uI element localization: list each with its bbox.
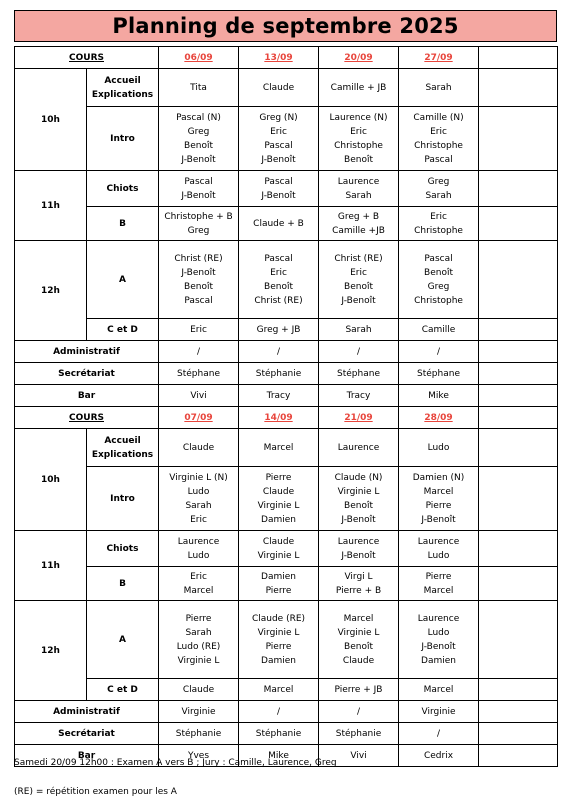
chiots-name: Pascal bbox=[184, 176, 213, 187]
a-name: Pierre bbox=[265, 641, 292, 652]
page-title: Planning de septembre 2025 bbox=[112, 14, 459, 38]
group-a-label: A bbox=[87, 241, 159, 319]
planning-table bbox=[14, 46, 558, 767]
chiots-name: Ludo bbox=[427, 550, 450, 561]
intro-cell bbox=[319, 467, 399, 531]
role-secretariat-label: Secrétariat bbox=[15, 363, 159, 385]
empty-header-cell bbox=[479, 47, 558, 69]
cetd-cell: Marcel bbox=[399, 679, 479, 701]
a-name: Claude (RE) bbox=[251, 613, 306, 624]
accueil-cell: Marcel bbox=[239, 429, 319, 467]
b-name: Greg + B bbox=[337, 211, 380, 222]
group-intro-label: Intro bbox=[87, 467, 159, 531]
accueil-cell: Claude bbox=[239, 69, 319, 107]
b-name: Marcel bbox=[423, 585, 454, 596]
b-cell bbox=[399, 207, 479, 241]
bar-cell: Mike bbox=[399, 385, 479, 407]
empty-cell bbox=[479, 467, 558, 531]
a-name: J-Benoît bbox=[341, 295, 376, 306]
chiots-name: Laurence bbox=[337, 176, 380, 187]
table-row bbox=[15, 429, 558, 467]
hour-11h: 11h bbox=[15, 171, 87, 241]
cetd-cell: Claude bbox=[159, 679, 239, 701]
chiots-cell bbox=[159, 531, 239, 567]
accueil-label-line: Accueil bbox=[104, 435, 141, 446]
secretariat-cell: Stéphane bbox=[399, 363, 479, 385]
table-row bbox=[15, 531, 558, 567]
intro-name: Christophe bbox=[334, 140, 383, 151]
intro-name: Laurence (N) bbox=[329, 112, 388, 123]
a-name: Ludo (RE) bbox=[176, 641, 221, 652]
a-name: Benoît bbox=[344, 641, 373, 652]
a-cell bbox=[239, 601, 319, 679]
intro-name: J-Benoît bbox=[181, 154, 216, 165]
role-bar-label: Bar bbox=[15, 385, 159, 407]
secretariat-cell: Stéphane bbox=[319, 363, 399, 385]
empty-cell bbox=[479, 69, 558, 107]
cetd-cell: Camille bbox=[399, 319, 479, 341]
intro-name: Eric bbox=[430, 126, 447, 137]
secretariat-cell: Stéphane bbox=[159, 363, 239, 385]
empty-cell bbox=[479, 745, 558, 767]
intro-name: Greg (N) bbox=[259, 112, 298, 123]
bar-cell: Cedrix bbox=[399, 745, 479, 767]
table-row bbox=[15, 47, 558, 69]
group-intro-label: Intro bbox=[87, 107, 159, 171]
role-administratif-label: Administratif bbox=[15, 701, 159, 723]
a-name: Damien bbox=[421, 655, 456, 666]
empty-cell bbox=[479, 429, 558, 467]
a-name: Pascal bbox=[264, 253, 293, 264]
table-row bbox=[15, 679, 558, 701]
intro-cell bbox=[159, 107, 239, 171]
a-name: Laurence bbox=[417, 613, 460, 624]
a-name: Christ (RE) bbox=[174, 253, 223, 264]
hour-12h: 12h bbox=[15, 241, 87, 341]
chiots-cell bbox=[399, 531, 479, 567]
intro-name: Marcel bbox=[423, 486, 454, 497]
a-name: Eric bbox=[270, 267, 287, 278]
empty-cell bbox=[479, 679, 558, 701]
chiots-name: Virginie L bbox=[257, 550, 300, 561]
chiots-name: Greg bbox=[427, 176, 450, 187]
accueil-label-line: Explications bbox=[91, 449, 154, 460]
footer-note-exam bbox=[14, 758, 337, 768]
intro-name: Eric bbox=[190, 514, 207, 525]
title-banner bbox=[14, 10, 557, 42]
intro-name: Camille (N) bbox=[413, 112, 464, 123]
table-row bbox=[15, 319, 558, 341]
chiots-name: J-Benoît bbox=[341, 550, 376, 561]
a-name: Ludo bbox=[427, 627, 450, 638]
intro-name: Claude (N) bbox=[334, 472, 383, 483]
table-row bbox=[15, 723, 558, 745]
intro-cell bbox=[399, 107, 479, 171]
intro-name: Virginie L bbox=[337, 486, 380, 497]
bar-cell: Tracy bbox=[319, 385, 399, 407]
secretariat-cell: Stéphanie bbox=[319, 723, 399, 745]
date-header: 13/09 bbox=[239, 47, 319, 69]
chiots-name: Laurence bbox=[177, 536, 220, 547]
cetd-cell: Marcel bbox=[239, 679, 319, 701]
group-accueil-label bbox=[87, 69, 159, 107]
empty-cell bbox=[479, 701, 558, 723]
empty-header-cell bbox=[479, 407, 558, 429]
b-name: Marcel bbox=[183, 585, 214, 596]
intro-name: J-Benoît bbox=[341, 514, 376, 525]
group-cetd-label: C et D bbox=[87, 319, 159, 341]
intro-cell bbox=[239, 107, 319, 171]
b-name: Eric bbox=[430, 211, 447, 222]
secretariat-cell: Stéphanie bbox=[239, 723, 319, 745]
hour-11h: 11h bbox=[15, 531, 87, 601]
intro-name: Pascal (N) bbox=[176, 112, 221, 123]
intro-name: Sarah bbox=[185, 500, 212, 511]
administratif-cell: / bbox=[319, 341, 399, 363]
chiots-name: J-Benoît bbox=[181, 190, 216, 201]
empty-cell bbox=[479, 601, 558, 679]
intro-name: Benoît bbox=[344, 154, 373, 165]
secretariat-cell: / bbox=[399, 723, 479, 745]
b-cell bbox=[239, 567, 319, 601]
administratif-cell: / bbox=[239, 701, 319, 723]
cetd-cell: Eric bbox=[159, 319, 239, 341]
secretariat-cell: Stéphanie bbox=[239, 363, 319, 385]
role-bar-label: Bar bbox=[15, 745, 159, 767]
intro-cell bbox=[159, 467, 239, 531]
a-name: Claude bbox=[342, 655, 375, 666]
intro-name: Christophe bbox=[414, 140, 463, 151]
hour-10h: 10h bbox=[15, 429, 87, 531]
cetd-cell: Greg + JB bbox=[239, 319, 319, 341]
date-header: 27/09 bbox=[399, 47, 479, 69]
bar-cell: Tracy bbox=[239, 385, 319, 407]
a-name: Christ (RE) bbox=[334, 253, 383, 264]
b-name: Christophe bbox=[414, 225, 463, 236]
b-name: Christophe + B bbox=[164, 211, 233, 222]
a-name: Virginie L bbox=[257, 627, 300, 638]
accueil-cell: Camille + JB bbox=[319, 69, 399, 107]
a-cell bbox=[319, 601, 399, 679]
chiots-cell bbox=[319, 531, 399, 567]
cetd-cell: Pierre + JB bbox=[319, 679, 399, 701]
footer-note-exam-label: Samedi 20/09 12h00 bbox=[14, 758, 109, 768]
empty-cell bbox=[479, 385, 558, 407]
group-chiots-label: Chiots bbox=[87, 531, 159, 567]
a-cell bbox=[399, 241, 479, 319]
table-row bbox=[15, 567, 558, 601]
table-row bbox=[15, 241, 558, 319]
role-secretariat-label: Secrétariat bbox=[15, 723, 159, 745]
a-name: Pierre bbox=[185, 613, 212, 624]
empty-cell bbox=[479, 171, 558, 207]
footer-note-exam-text: : Examen A vers B ; Jury : Camille, Laurence, Greg bbox=[108, 758, 337, 768]
a-cell bbox=[319, 241, 399, 319]
table-row bbox=[15, 407, 558, 429]
b-name: Pierre bbox=[425, 571, 452, 582]
date-header: 14/09 bbox=[239, 407, 319, 429]
administratif-cell: / bbox=[159, 341, 239, 363]
b-cell bbox=[319, 207, 399, 241]
empty-cell bbox=[479, 241, 558, 319]
empty-cell bbox=[479, 319, 558, 341]
group-a-label: A bbox=[87, 601, 159, 679]
role-administratif-label: Administratif bbox=[15, 341, 159, 363]
secretariat-cell: Stéphanie bbox=[159, 723, 239, 745]
group-accueil-label bbox=[87, 429, 159, 467]
bar-cell: Mike bbox=[239, 745, 319, 767]
intro-name: Ludo bbox=[187, 486, 210, 497]
chiots-cell bbox=[239, 531, 319, 567]
group-b-label: B bbox=[87, 207, 159, 241]
footer-note-re-label: (RE) bbox=[14, 787, 33, 797]
intro-name: Benoît bbox=[344, 500, 373, 511]
chiots-name: Sarah bbox=[345, 190, 372, 201]
cours-header: COURS bbox=[15, 407, 159, 429]
intro-name: Virginie L bbox=[257, 500, 300, 511]
date-header: 07/09 bbox=[159, 407, 239, 429]
intro-name: Claude bbox=[262, 486, 295, 497]
b-cell bbox=[399, 567, 479, 601]
date-header: 21/09 bbox=[319, 407, 399, 429]
group-cetd-label: C et D bbox=[87, 679, 159, 701]
a-name: Benoît bbox=[344, 281, 373, 292]
table-row bbox=[15, 107, 558, 171]
accueil-cell: Laurence bbox=[319, 429, 399, 467]
a-name: Sarah bbox=[185, 627, 212, 638]
intro-name: Damien (N) bbox=[412, 472, 465, 483]
footer-note-re bbox=[14, 787, 177, 797]
empty-cell bbox=[479, 107, 558, 171]
b-cell bbox=[159, 207, 239, 241]
a-name: Virginie L bbox=[177, 655, 220, 666]
a-name: Greg bbox=[427, 281, 450, 292]
a-name: Pascal bbox=[424, 253, 453, 264]
empty-cell bbox=[479, 723, 558, 745]
a-name: Christophe bbox=[414, 295, 463, 306]
b-name: Claude + B bbox=[253, 218, 304, 229]
accueil-cell: Sarah bbox=[399, 69, 479, 107]
b-cell bbox=[159, 567, 239, 601]
empty-cell bbox=[479, 567, 558, 601]
intro-name: Pierre bbox=[425, 500, 452, 511]
b-name: Camille +JB bbox=[332, 225, 385, 236]
table-row bbox=[15, 171, 558, 207]
intro-name: Greg bbox=[187, 126, 210, 137]
accueil-cell: Tita bbox=[159, 69, 239, 107]
table-row bbox=[15, 69, 558, 107]
chiots-name: J-Benoît bbox=[261, 190, 296, 201]
intro-cell bbox=[399, 467, 479, 531]
table-row bbox=[15, 341, 558, 363]
chiots-name: Pascal bbox=[264, 176, 293, 187]
administratif-cell: / bbox=[399, 341, 479, 363]
table-row bbox=[15, 207, 558, 241]
intro-name: Damien bbox=[261, 514, 296, 525]
table-row bbox=[15, 601, 558, 679]
hour-10h: 10h bbox=[15, 69, 87, 171]
table-row bbox=[15, 467, 558, 531]
chiots-name: Claude bbox=[262, 536, 295, 547]
chiots-name: Laurence bbox=[417, 536, 460, 547]
a-name: Benoît bbox=[184, 281, 213, 292]
intro-name: J-Benoît bbox=[421, 514, 456, 525]
a-cell bbox=[159, 241, 239, 319]
b-name: Pierre + B bbox=[335, 585, 382, 596]
chiots-cell bbox=[399, 171, 479, 207]
accueil-cell: Claude bbox=[159, 429, 239, 467]
date-header: 28/09 bbox=[399, 407, 479, 429]
administratif-cell: / bbox=[319, 701, 399, 723]
date-header: 06/09 bbox=[159, 47, 239, 69]
intro-cell bbox=[239, 467, 319, 531]
a-name: Marcel bbox=[343, 613, 374, 624]
administratif-cell: Virginie bbox=[399, 701, 479, 723]
b-name: Greg bbox=[187, 225, 210, 236]
intro-name: Benoît bbox=[184, 140, 213, 151]
b-cell bbox=[319, 567, 399, 601]
a-cell bbox=[239, 241, 319, 319]
group-chiots-label: Chiots bbox=[87, 171, 159, 207]
date-header: 20/09 bbox=[319, 47, 399, 69]
a-name: Eric bbox=[350, 267, 367, 278]
chiots-name: Ludo bbox=[187, 550, 210, 561]
b-name: Eric bbox=[190, 571, 207, 582]
table-row bbox=[15, 701, 558, 723]
chiots-cell bbox=[159, 171, 239, 207]
b-cell bbox=[239, 207, 319, 241]
administratif-cell: Virginie bbox=[159, 701, 239, 723]
hour-12h: 12h bbox=[15, 601, 87, 701]
bar-cell: Yves bbox=[159, 745, 239, 767]
table-row bbox=[15, 385, 558, 407]
intro-name: Pierre bbox=[265, 472, 292, 483]
empty-cell bbox=[479, 207, 558, 241]
empty-cell bbox=[479, 363, 558, 385]
intro-name: Eric bbox=[270, 126, 287, 137]
intro-name: Virginie L (N) bbox=[169, 472, 228, 483]
empty-cell bbox=[479, 531, 558, 567]
bar-cell: Vivi bbox=[319, 745, 399, 767]
accueil-label-line: Explications bbox=[91, 89, 154, 100]
administratif-cell: / bbox=[239, 341, 319, 363]
a-cell bbox=[159, 601, 239, 679]
b-name: Pierre bbox=[265, 585, 292, 596]
footer-note-re-text: = répétition examen pour les A bbox=[32, 787, 177, 797]
intro-name: J-Benoît bbox=[261, 154, 296, 165]
group-b-label: B bbox=[87, 567, 159, 601]
a-name: Damien bbox=[261, 655, 296, 666]
table-row bbox=[15, 363, 558, 385]
a-name: Christ (RE) bbox=[254, 295, 303, 306]
cours-header: COURS bbox=[15, 47, 159, 69]
intro-cell bbox=[319, 107, 399, 171]
empty-cell bbox=[479, 341, 558, 363]
accueil-cell: Ludo bbox=[399, 429, 479, 467]
intro-name: Pascal bbox=[264, 140, 293, 151]
a-name: Benoît bbox=[424, 267, 453, 278]
chiots-cell bbox=[319, 171, 399, 207]
intro-name: Eric bbox=[350, 126, 367, 137]
chiots-name: Laurence bbox=[337, 536, 380, 547]
accueil-label-line: Accueil bbox=[104, 75, 141, 86]
b-name: Virgi L bbox=[344, 571, 373, 582]
cetd-cell: Sarah bbox=[319, 319, 399, 341]
chiots-name: Sarah bbox=[425, 190, 452, 201]
bar-cell: Vivi bbox=[159, 385, 239, 407]
b-name: Damien bbox=[261, 571, 296, 582]
a-name: Benoît bbox=[264, 281, 293, 292]
a-cell bbox=[399, 601, 479, 679]
a-name: Virginie L bbox=[337, 627, 380, 638]
chiots-cell bbox=[239, 171, 319, 207]
a-name: Pascal bbox=[184, 295, 213, 306]
intro-name: Pascal bbox=[424, 154, 453, 165]
a-name: J-Benoît bbox=[181, 267, 216, 278]
a-name: J-Benoît bbox=[421, 641, 456, 652]
